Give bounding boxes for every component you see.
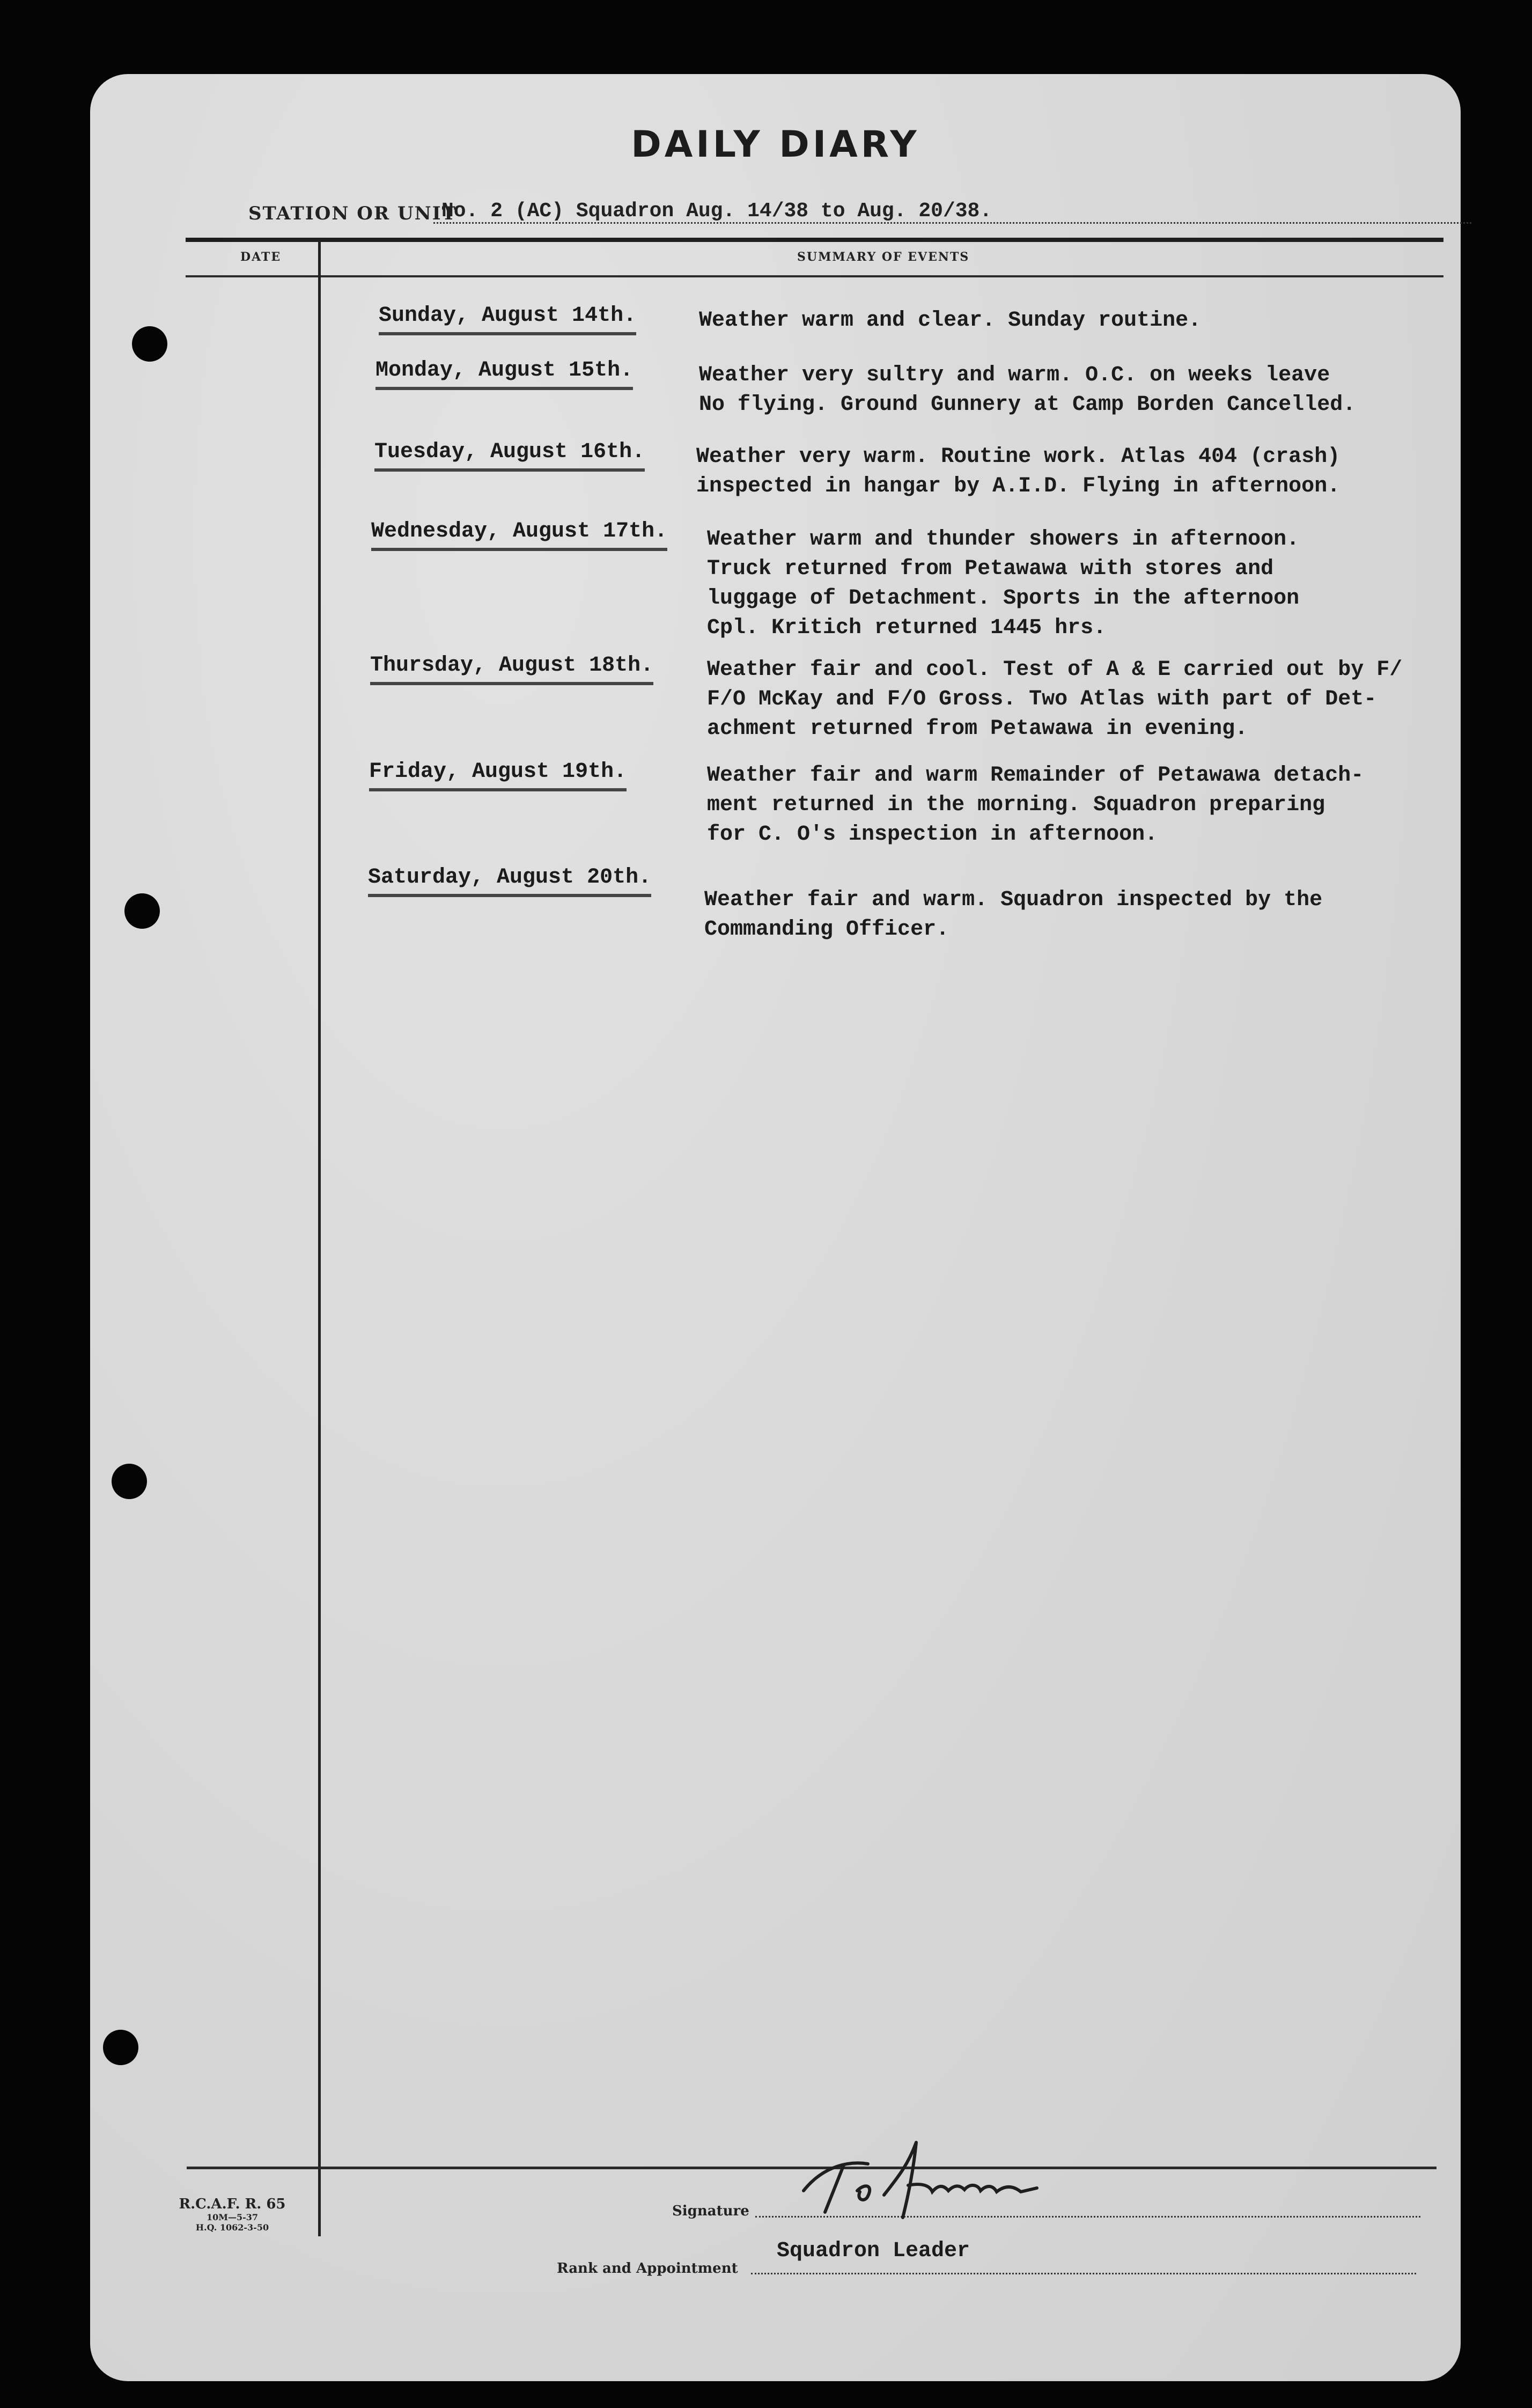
entry-date: Thursday, August 18th. — [370, 654, 653, 685]
entry-summary: Weather fair and cool. Test of A & E carried out by F/ F/O McKay and F/O Gross. Two Atlas with part of Det- achment returned from Petawawa in evening. — [707, 658, 1403, 741]
binder-hole — [112, 1464, 147, 1499]
entry-date: Friday, August 19th. — [369, 760, 627, 791]
date-column-heading: DATE — [240, 250, 282, 264]
print-code: 10M—5-37 — [206, 2212, 258, 2222]
header-rule — [186, 238, 1443, 242]
binder-hole — [124, 893, 160, 929]
form-number: R.C.A.F. R. 65 — [179, 2196, 286, 2212]
diary-page — [90, 74, 1461, 2381]
signature-label: Signature — [672, 2203, 749, 2219]
rank-label: Rank and Appointment — [557, 2260, 738, 2277]
station-value: No. 2 (AC) Squadron Aug. 14/38 to Aug. 20/38. — [441, 200, 992, 223]
station-label: STATION OR UNIT — [248, 203, 456, 224]
binder-hole — [132, 326, 167, 362]
entry-summary: Weather very sultry and warm. O.C. on weeks leave No flying. Ground Gunnery at Camp Borden Cancelled. — [699, 363, 1356, 417]
entry-summary: Weather warm and thunder showers in afternoon. Truck returned from Petawawa with stores and luggage of Detachment. Sports in the afternoon Cpl. Kritich returned 1445 hrs. — [707, 527, 1300, 640]
summary-column-heading: SUMMARY OF EVENTS — [797, 250, 970, 264]
document-title: DAILY DIARY — [631, 123, 920, 166]
entry-date: Monday, August 15th. — [375, 358, 633, 390]
entry-summary: Weather very warm. Routine work. Atlas 404 (crash) inspected in hangar by A.I.D. Flying in afternoon. — [696, 445, 1340, 498]
entry-date: Saturday, August 20th. — [368, 865, 651, 897]
binder-hole — [103, 2030, 138, 2065]
column-divider — [318, 240, 321, 2236]
entry-date: Tuesday, August 16th. — [374, 440, 645, 472]
entry-summary: Weather fair and warm. Squadron inspected by the Commanding Officer. — [704, 888, 1323, 942]
entry-summary: Weather warm and clear. Sunday routine. — [699, 309, 1202, 333]
rank-dotted-line — [751, 2273, 1416, 2274]
entry-date: Sunday, August 14th. — [379, 304, 636, 335]
rank-value: Squadron Leader — [777, 2239, 970, 2263]
entry-summary: Weather fair and warm Remainder of Petawawa detach- ment returned in the morning. Squadron preparing for C. O's inspection in afternoon. — [707, 763, 1364, 847]
column-heading-rule — [186, 275, 1443, 277]
print-code: H.Q. 1062-3-50 — [195, 2222, 269, 2233]
entry-date: Wednesday, August 17th. — [371, 519, 667, 551]
station-or-unit-row — [248, 199, 1471, 231]
handwritten-signature — [793, 2132, 1072, 2223]
form-number-block — [149, 2196, 315, 2233]
